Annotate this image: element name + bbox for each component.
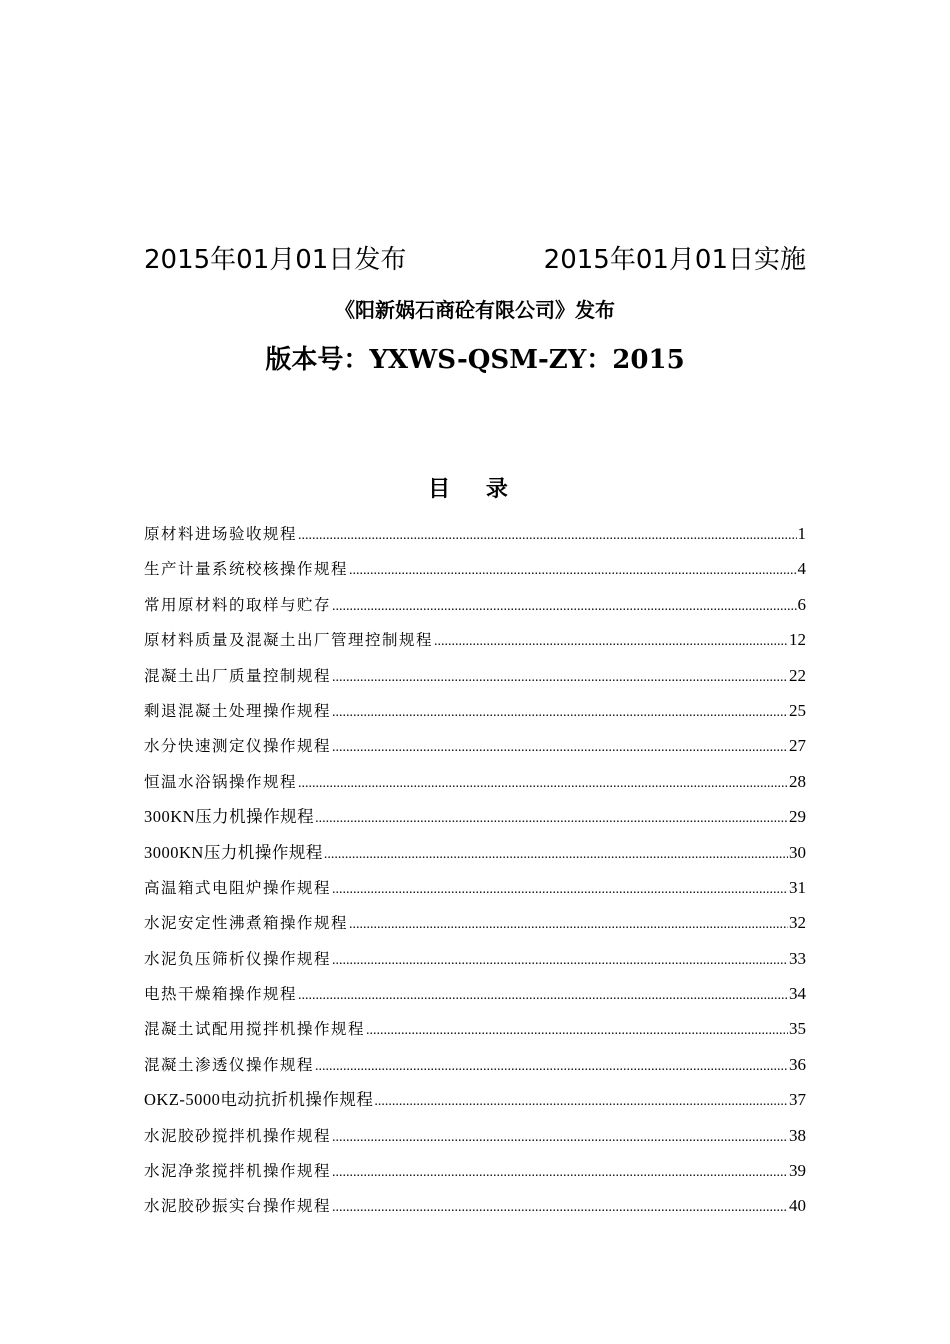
toc-dot-leader xyxy=(332,1155,788,1190)
publish-date: 2015年01月01日发布 xyxy=(144,245,407,275)
date-line xyxy=(144,240,806,280)
toc-entry[interactable] xyxy=(144,1047,806,1082)
toc-dot-leader xyxy=(332,1120,788,1155)
toc-entry[interactable] xyxy=(144,728,806,763)
toc-entry-page: 28 xyxy=(789,771,806,791)
toc-entry-label: 电热干燥箱操作规程 xyxy=(144,985,298,1004)
toc-dot-leader xyxy=(332,660,788,695)
toc-entry-label: 水泥胶砂振实台操作规程 xyxy=(144,1197,332,1216)
toc-entry-label: 水泥净浆搅拌机操作规程 xyxy=(144,1162,332,1181)
toc-entry[interactable] xyxy=(144,799,806,834)
toc-dot-leader xyxy=(332,589,796,624)
toc-entry[interactable] xyxy=(144,1082,806,1117)
toc-entry[interactable] xyxy=(144,1118,806,1153)
toc-entry[interactable] xyxy=(144,1011,806,1046)
toc-entry[interactable] xyxy=(144,905,806,940)
toc-entry-label: 剩退混凝土处理操作规程 xyxy=(144,701,332,720)
toc-entry[interactable] xyxy=(144,1188,806,1223)
toc-entry-page: 6 xyxy=(797,594,806,614)
toc-entry-label: 高温箱式电阻炉操作规程 xyxy=(144,878,332,897)
effective-date: 2015年01月01日实施 xyxy=(543,245,806,275)
toc-entry[interactable] xyxy=(144,622,806,657)
toc-dot-leader xyxy=(374,1084,788,1119)
toc-entry-page: 34 xyxy=(789,984,806,1004)
toc-entry-page: 12 xyxy=(789,630,806,650)
toc-entry[interactable] xyxy=(144,1153,806,1188)
toc-dot-leader xyxy=(324,837,788,872)
toc-entry-page: 37 xyxy=(789,1090,806,1110)
toc-entry-label: 混凝土试配用搅拌机操作规程 xyxy=(144,1020,366,1039)
toc-entry-page: 32 xyxy=(789,913,806,933)
toc-entry-page: 27 xyxy=(789,736,806,756)
toc-entry-page: 29 xyxy=(789,807,806,827)
toc-entry-label: 水泥安定性沸煮箱操作规程 xyxy=(144,914,349,933)
toc-entry-label: 恒温水浴锅操作规程 xyxy=(144,772,298,791)
toc-dot-leader xyxy=(349,553,796,588)
toc-entry[interactable] xyxy=(144,764,806,799)
toc-dot-leader xyxy=(315,801,788,836)
toc-dot-leader xyxy=(332,1190,788,1225)
toc-entry[interactable] xyxy=(144,516,806,551)
toc-entry-label: 水分快速测定仪操作规程 xyxy=(144,737,332,756)
toc-entry-page: 38 xyxy=(789,1125,806,1145)
toc-dot-leader xyxy=(332,943,788,978)
toc-entry-label: 3000KN压力机操作规程 xyxy=(144,842,323,862)
toc-entry-page: 40 xyxy=(789,1196,806,1216)
toc-entry-label: 水泥胶砂搅拌机操作规程 xyxy=(144,1126,332,1145)
version-number: 版本号：YXWS-QSM-ZY：2015 xyxy=(265,345,685,375)
toc-entry-label: 混凝土渗透仪操作规程 xyxy=(144,1055,315,1074)
toc-entry[interactable] xyxy=(144,835,806,870)
toc-title: 目 录 xyxy=(428,477,522,502)
toc-dot-leader xyxy=(366,1013,788,1048)
toc-entry-label: 混凝土出厂质量控制规程 xyxy=(144,666,332,685)
toc-entry-label: 原材料进场验收规程 xyxy=(144,525,298,543)
toc-dot-leader xyxy=(434,624,788,659)
toc-dot-leader xyxy=(332,872,788,907)
toc-dot-leader xyxy=(315,1049,788,1084)
toc-entry-page: 4 xyxy=(797,559,806,579)
toc-entry-page: 39 xyxy=(789,1161,806,1181)
toc-entry-label: 水泥负压筛析仪操作规程 xyxy=(144,949,332,968)
toc-entry[interactable] xyxy=(144,941,806,976)
toc-entry-label: 生产计量系统校核操作规程 xyxy=(144,560,349,579)
toc-dot-leader xyxy=(332,730,788,765)
toc-entry-page: 1 xyxy=(797,524,806,543)
toc-dot-leader xyxy=(298,978,788,1013)
toc-entry-page: 30 xyxy=(789,842,806,862)
toc-entry[interactable] xyxy=(144,693,806,728)
toc-dot-leader xyxy=(298,766,788,801)
toc-entry-label: OKZ-5000电动抗折机操作规程 xyxy=(144,1090,374,1110)
toc-entry-page: 25 xyxy=(789,700,806,720)
toc-entry-page: 35 xyxy=(789,1019,806,1039)
toc-entry[interactable] xyxy=(144,870,806,905)
toc-dot-leader xyxy=(332,695,788,730)
toc-entry[interactable] xyxy=(144,587,806,622)
toc-entry-page: 31 xyxy=(789,877,806,897)
toc-entry-label: 原材料质量及混凝土出厂管理控制规程 xyxy=(144,631,434,650)
toc-entry-page: 36 xyxy=(789,1054,806,1074)
toc-entry[interactable] xyxy=(144,976,806,1011)
table-of-contents xyxy=(144,516,806,1224)
toc-entry-label: 常用原材料的取样与贮存 xyxy=(144,595,332,614)
toc-entry-label: 300KN压力机操作规程 xyxy=(144,807,315,827)
toc-dot-leader xyxy=(349,907,788,942)
toc-entry[interactable] xyxy=(144,658,806,693)
toc-entry[interactable] xyxy=(144,551,806,586)
toc-entry-page: 33 xyxy=(789,948,806,968)
toc-entry-page: 22 xyxy=(789,665,806,685)
publisher-line: 《阳新娲石商砼有限公司》发布 xyxy=(335,298,615,322)
toc-dot-leader xyxy=(298,518,796,553)
